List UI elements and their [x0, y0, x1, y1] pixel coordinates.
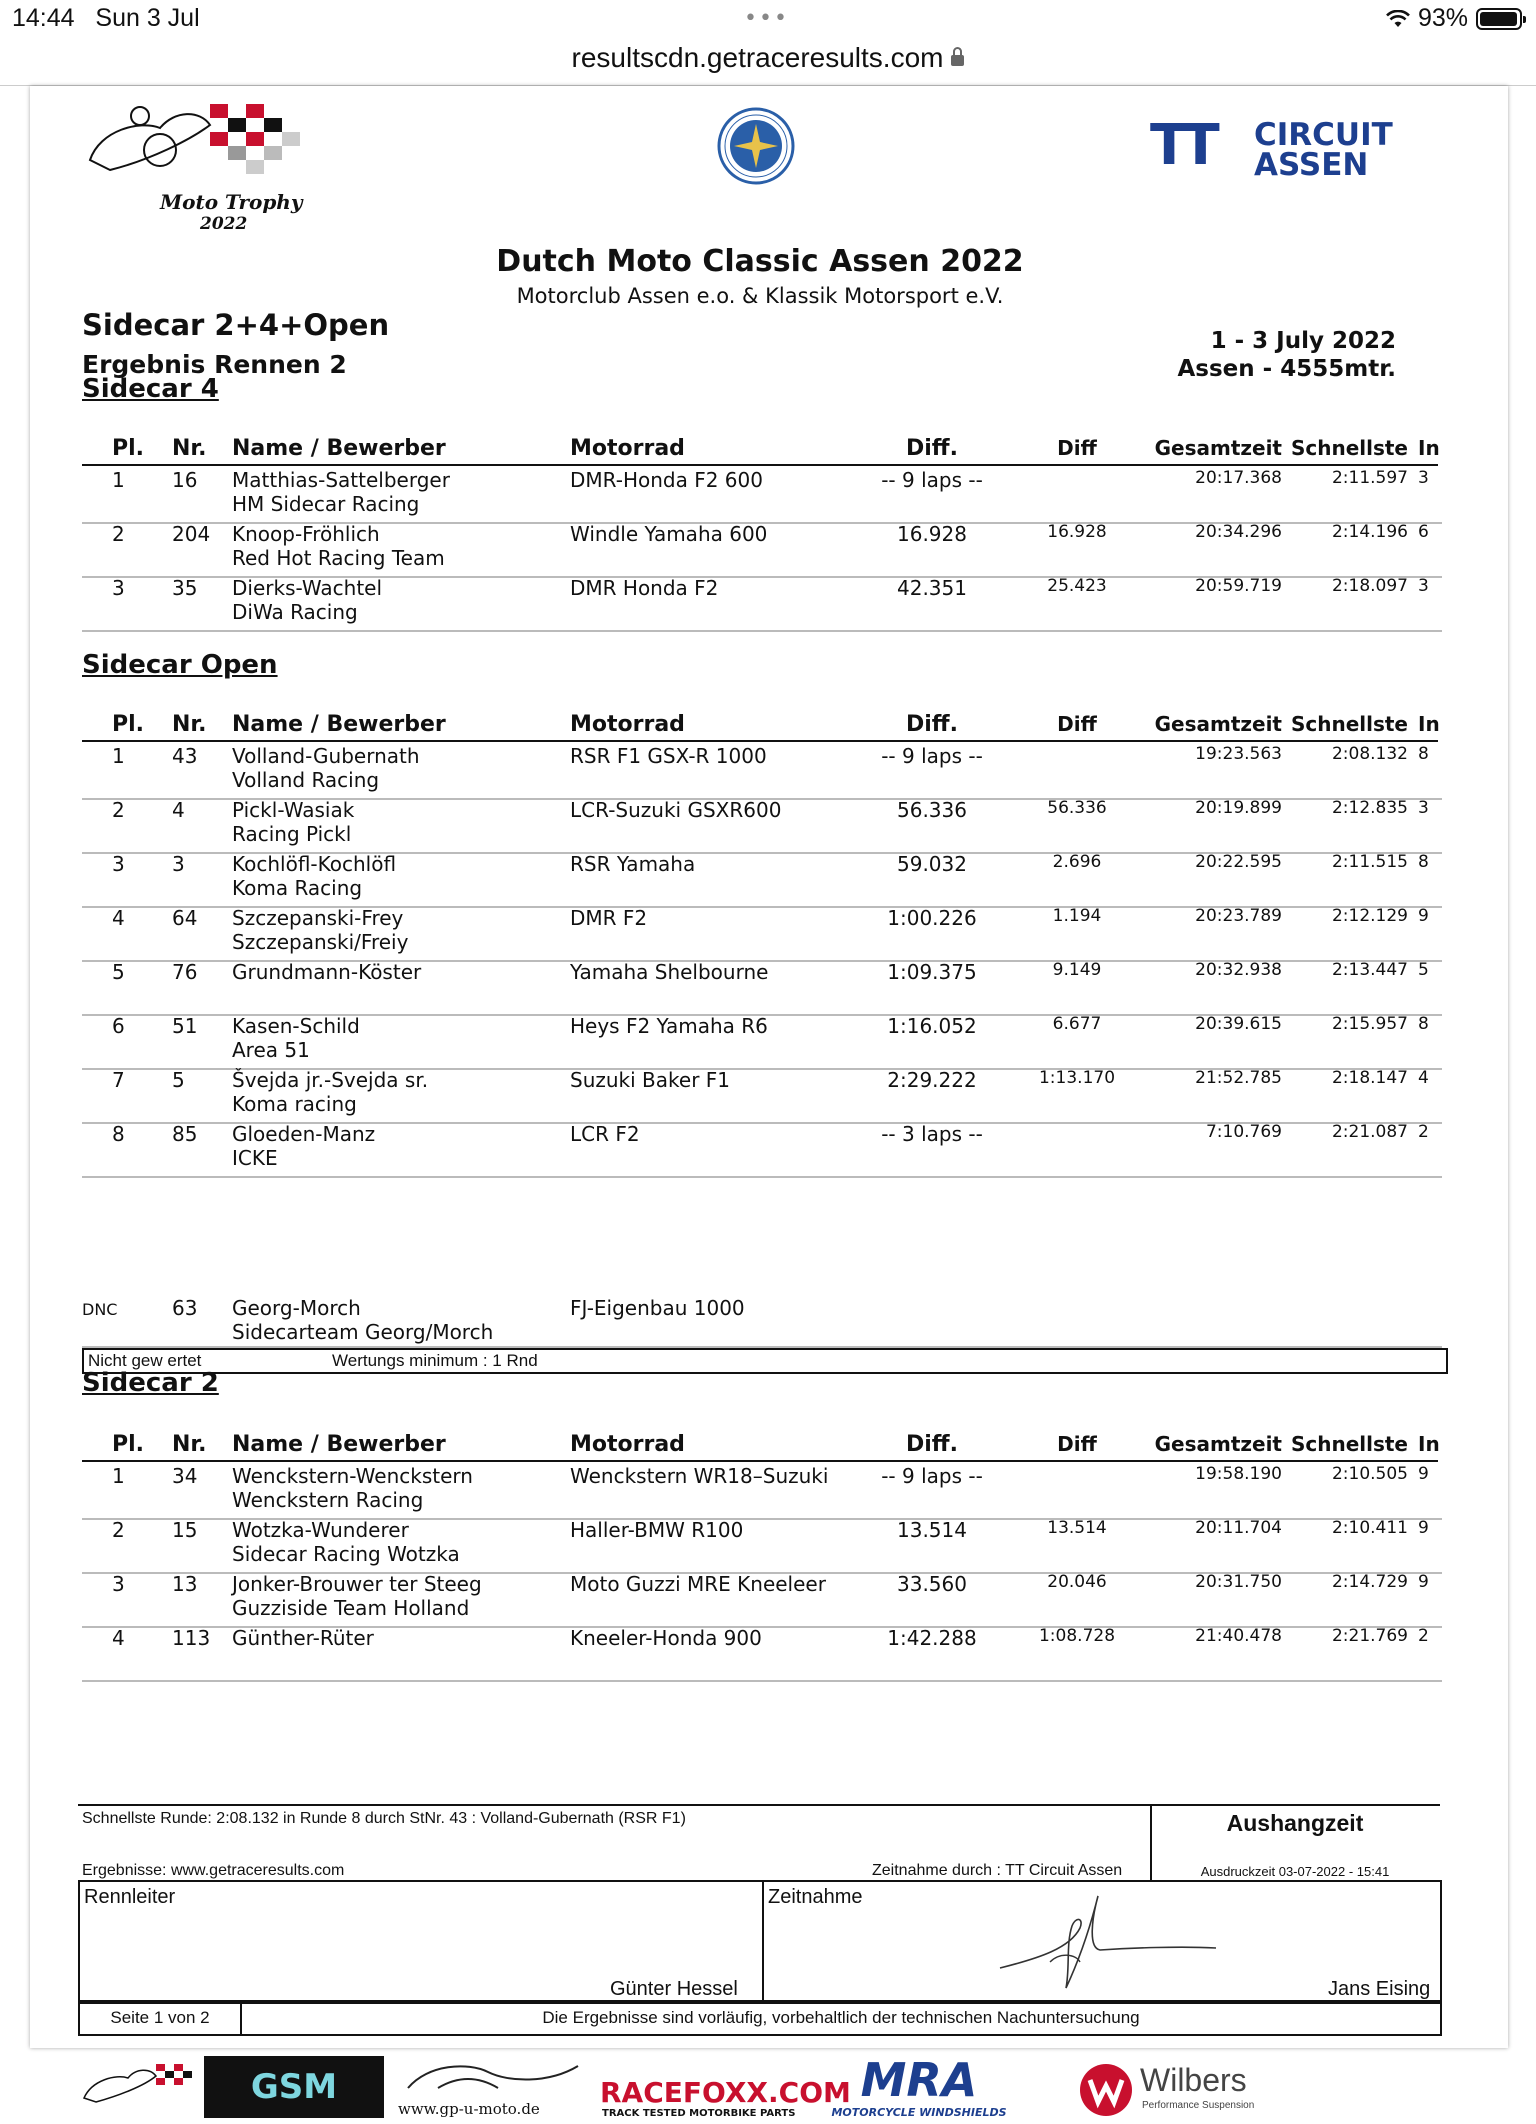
- cell-in: 2: [1418, 1626, 1429, 1646]
- table-row[interactable]: [82, 1122, 1442, 1178]
- cell-moto: Suzuki Baker F1: [570, 1068, 730, 1092]
- cell-nr: 15: [172, 1518, 198, 1542]
- cell-ges: 19:23.563: [1195, 744, 1282, 764]
- cell-ges: 20:34.296: [1195, 522, 1282, 542]
- cell-moto: FJ-Eigenbau 1000: [570, 1296, 745, 1320]
- print-time: Ausdruckzeit 03-07-2022 - 15:41: [1200, 1864, 1390, 1879]
- timing-by: Zeitnahme durch : TT Circuit Assen: [872, 1862, 1123, 1879]
- cell-sch: 2:21.087: [1331, 1122, 1408, 1142]
- cell-in: 3: [1418, 468, 1429, 488]
- wilbers-logo: Wilbers: [1140, 2062, 1247, 2098]
- column-header-moto: Motorrad: [570, 712, 685, 737]
- cell-diff: 13.514: [897, 1518, 967, 1542]
- moto-trophy-small-logo: [78, 2058, 198, 2118]
- cell-ges: 20:39.615: [1195, 1014, 1282, 1034]
- status-time: 14:44 Sun 3 Jul: [12, 4, 200, 32]
- column-header-ges: Gesamtzeit: [1154, 436, 1282, 460]
- cell-ges: 7:10.769: [1205, 1122, 1282, 1142]
- cell-sch: 2:11.597: [1331, 468, 1408, 488]
- cell-in: 3: [1418, 798, 1429, 818]
- tt-monogram: TT: [1150, 113, 1212, 178]
- cell-nr: 64: [172, 906, 198, 930]
- column-header-in: In: [1418, 712, 1440, 736]
- moto-trophy-text: Moto Trophy: [160, 190, 303, 214]
- signature-box: [78, 1880, 1442, 2004]
- cell-diff: -- 9 laps --: [881, 744, 983, 768]
- cell-sch: 2:13.447: [1331, 960, 1408, 980]
- column-header-name: Name / Bewerber: [232, 1432, 446, 1457]
- cell-ges: 20:23.789: [1195, 906, 1282, 926]
- cell-pl: 7: [112, 1068, 125, 1092]
- wilbers-tagline: Performance Suspension: [1142, 2100, 1255, 2111]
- cell-diff: 59.032: [897, 852, 967, 876]
- cell-name: Volland-Gubernath: [232, 744, 420, 768]
- cell-moto: DMR Honda F2: [570, 576, 719, 600]
- rennleiter-name: Günter Hessel: [610, 1978, 738, 2000]
- cell-name: Georg-Morch: [232, 1296, 361, 1320]
- cell-diff: -- 9 laps --: [881, 1464, 983, 1488]
- column-header-diff2: Diff: [1057, 1432, 1097, 1456]
- cell-sch: 2:21.769: [1331, 1626, 1408, 1646]
- cell-pl: 1: [112, 468, 125, 492]
- cell-sch: 2:18.097: [1331, 576, 1408, 596]
- cell-diff: -- 9 laps --: [881, 468, 983, 492]
- cell-moto: DMR-Honda F2 600: [570, 468, 763, 492]
- cell-team: Guzziside Team Holland: [232, 1596, 470, 1620]
- cell-diff2: 9.149: [1052, 960, 1102, 980]
- cell-name: Dierks-Wachtel: [232, 576, 383, 600]
- cell-pl: 5: [112, 960, 125, 984]
- cell-diff2: 6.677: [1052, 1014, 1102, 1034]
- table-row[interactable]: [82, 1626, 1442, 1682]
- cell-ges: 20:19.899: [1195, 798, 1282, 818]
- table-row[interactable]: [82, 522, 1442, 578]
- cell-moto: Wenckstern WR18–Suzuki: [570, 1464, 829, 1488]
- cell-nr: 35: [172, 576, 198, 600]
- cell-diff: 33.560: [897, 1572, 967, 1596]
- cell-in: 4: [1418, 1068, 1429, 1088]
- cell-team: Area 51: [232, 1038, 310, 1062]
- cell-diff: 42.351: [897, 576, 967, 600]
- column-header-diff: Diff.: [906, 436, 958, 461]
- not-rated-box: [82, 1348, 1448, 1374]
- column-header-name: Name / Bewerber: [232, 436, 446, 461]
- motorclub-seal-icon: [716, 106, 796, 186]
- assen-text: ASSEN: [1254, 147, 1369, 183]
- cell-name: Gloeden-Manz: [232, 1122, 376, 1146]
- cell-sch: 2:14.729: [1331, 1572, 1408, 1592]
- cell-nr: 3: [172, 852, 185, 876]
- cell-diff2: 1:08.728: [1038, 1626, 1116, 1646]
- cell-nr: 113: [172, 1626, 211, 1650]
- column-header-nr: Nr.: [172, 712, 207, 737]
- cell-ges: 19:58.190: [1195, 1464, 1282, 1484]
- zeitnahme-name: Jans Eising: [1328, 1978, 1431, 2000]
- cell-moto: Kneeler-Honda 900: [570, 1626, 762, 1650]
- cell-diff: 2:29.222: [887, 1068, 977, 1092]
- column-header-diff2: Diff: [1057, 436, 1097, 460]
- multitask-dots[interactable]: •••: [744, 6, 789, 31]
- cell-moto: Heys F2 Yamaha R6: [570, 1014, 768, 1038]
- cell-diff2: 16.928: [1047, 522, 1107, 542]
- cell-in: 9: [1418, 1518, 1429, 1538]
- event-subtitle: Motorclub Assen e.o. & Klassik Motorsport e.V.: [516, 284, 1004, 308]
- cell-in: 8: [1418, 744, 1429, 764]
- cell-diff2: 56.336: [1047, 798, 1107, 818]
- column-header-moto: Motorrad: [570, 436, 685, 461]
- racefoxx-tagline: TRACK TESTED MOTORBIKE PARTS: [602, 2108, 796, 2119]
- table-row[interactable]: [82, 960, 1442, 1016]
- cell-team: Koma Racing: [232, 876, 363, 900]
- cell-diff: 1:00.226: [887, 906, 977, 930]
- cell-team: Koma racing: [232, 1092, 357, 1116]
- cell-sch: 2:15.957: [1331, 1014, 1408, 1034]
- column-header-ges: Gesamtzeit: [1154, 1432, 1282, 1456]
- wifi-icon: [1386, 10, 1410, 28]
- cell-pl: 4: [112, 906, 125, 930]
- cell-pl: 6: [112, 1014, 125, 1038]
- column-header-pl: Pl.: [112, 436, 145, 461]
- cell-pl: 1: [112, 744, 125, 768]
- cell-ges: 21:52.785: [1195, 1068, 1282, 1088]
- cell-pl: 3: [112, 852, 125, 876]
- cell-diff2: 13.514: [1047, 1518, 1107, 1538]
- battery-icon: [1476, 8, 1522, 30]
- cell-pl: 2: [112, 1518, 125, 1542]
- zeitnahme-label: Zeitnahme: [768, 1886, 863, 1908]
- cell-name: Grundmann-Köster: [232, 960, 422, 984]
- cell-diff: 1:16.052: [887, 1014, 977, 1038]
- column-header-diff: Diff.: [906, 712, 958, 737]
- column-header-diff: Diff.: [906, 1432, 958, 1457]
- page-number: Seite 1 von 2: [110, 2008, 210, 2027]
- section-title: Sidecar 4: [82, 374, 219, 404]
- circuit-text: CIRCUIT: [1254, 117, 1393, 153]
- not-rated-label: Nicht gew ertet: [88, 1351, 202, 1370]
- cell-nr: 204: [172, 522, 211, 546]
- cell-diff2: 1:13.170: [1038, 1068, 1116, 1088]
- table-row[interactable]: [82, 1014, 1442, 1070]
- cell-ges: 20:11.704: [1195, 1518, 1282, 1538]
- gsm-logo: GSM: [204, 2056, 384, 2118]
- cell-moto: Moto Guzzi MRE Kneeleer: [570, 1572, 826, 1596]
- section-title: Sidecar 2: [82, 1368, 219, 1398]
- event-title: Dutch Moto Classic Assen 2022: [496, 244, 1024, 279]
- cell-in: 5: [1418, 960, 1429, 980]
- cell-team: Volland Racing: [232, 768, 380, 792]
- cell-team: Sidecarteam Georg/Morch: [232, 1320, 494, 1344]
- cell-in: 9: [1418, 1464, 1429, 1484]
- cell-moto: RSR Yamaha: [570, 852, 696, 876]
- url-text[interactable]: resultscdn.getraceresults.com: [571, 42, 944, 73]
- page-footer: [78, 2000, 1442, 2036]
- cell-in: 9: [1418, 1572, 1429, 1592]
- table-row[interactable]: [82, 1068, 1442, 1124]
- cell-team: Racing Pickl: [232, 822, 352, 846]
- results-site: Ergebnisse: www.getraceresults.com: [82, 1862, 345, 1879]
- cell-name: Kasen-Schild: [232, 1014, 360, 1038]
- column-header-sch: Schnellste: [1290, 1432, 1408, 1456]
- cell-moto: LCR-Suzuki GSXR600: [570, 798, 782, 822]
- cell-name: Kochlöfl-Kochlöfl: [232, 852, 397, 876]
- cell-sch: 2:12.129: [1331, 906, 1408, 926]
- cell-moto: LCR F2: [570, 1122, 640, 1146]
- cell-in: 9: [1418, 906, 1429, 926]
- cell-pl: 2: [112, 798, 125, 822]
- cell-nr: 51: [172, 1014, 198, 1038]
- cell-diff2: 2.696: [1052, 852, 1102, 872]
- cell-team: Szczepanski/Freiy: [232, 930, 409, 954]
- cell-team: HM Sidecar Racing: [232, 492, 420, 516]
- cell-nr: 16: [172, 468, 198, 492]
- cell-nr: 13: [172, 1572, 198, 1596]
- fastest-lap: Schnellste Runde: 2:08.132 in Runde 8 durch StNr. 43 : Volland-Gubernath (RSR F1): [82, 1810, 686, 1827]
- cell-ges: 20:59.719: [1195, 576, 1282, 596]
- cell-pl: 2: [112, 522, 125, 546]
- cell-sch: 2:12.835: [1331, 798, 1408, 818]
- racefoxx-logo: RACEFOXX.COM: [600, 2076, 851, 2109]
- aushang-title: Aushangzeit: [1226, 1810, 1364, 1836]
- cell-diff: 56.336: [897, 798, 967, 822]
- cell-sch: 2:10.411: [1331, 1518, 1408, 1538]
- table-row[interactable]: [82, 468, 1442, 524]
- cell-moto: Windle Yamaha 600: [570, 522, 768, 546]
- cell-pl: 8: [112, 1122, 125, 1146]
- table-row[interactable]: [82, 798, 1442, 854]
- cell-name: Wotzka-Wunderer: [232, 1518, 409, 1542]
- class-title: Sidecar 2+4+Open: [82, 308, 390, 342]
- column-header-pl: Pl.: [112, 712, 145, 737]
- address-bar[interactable]: [0, 40, 1536, 86]
- cell-name: Jonker-Brouwer ter Steeg: [232, 1572, 482, 1596]
- disclaimer: Die Ergebnisse sind vorläufig, vorbehaltlich der technischen Nachuntersuchung: [542, 2008, 1140, 2027]
- cell-team: ICKE: [232, 1146, 278, 1170]
- moto-trophy-year: 2022: [200, 214, 248, 234]
- table-row[interactable]: [82, 906, 1442, 962]
- cell-name: Pickl-Wasiak: [232, 798, 355, 822]
- cell-nr: 5: [172, 1068, 185, 1092]
- table-header: [82, 1432, 1438, 1462]
- cell-team: Wenckstern Racing: [232, 1488, 424, 1512]
- rennleiter-label: Rennleiter: [84, 1886, 176, 1908]
- column-header-diff2: Diff: [1057, 712, 1097, 736]
- cell-ges: 20:22.595: [1195, 852, 1282, 872]
- moto-trophy-logo: [80, 100, 320, 234]
- cell-name: Günther-Rüter: [232, 1626, 374, 1650]
- cell-nr: 34: [172, 1464, 198, 1488]
- column-header-in: In: [1418, 1432, 1440, 1456]
- table-row[interactable]: [82, 1518, 1442, 1574]
- column-header-name: Name / Bewerber: [232, 712, 446, 737]
- cell-sch: 2:11.515: [1331, 852, 1408, 872]
- rating-minimum: Wertungs minimum : 1 Rnd: [332, 1351, 538, 1370]
- column-header-ges: Gesamtzeit: [1154, 712, 1282, 736]
- table-row[interactable]: [82, 576, 1442, 632]
- cell-pl: 1: [112, 1464, 125, 1488]
- cell-in: 6: [1418, 522, 1429, 542]
- cell-diff2: 25.423: [1047, 576, 1107, 596]
- gp-u-moto-graphic: [398, 2058, 588, 2098]
- cell-sch: 2:18.147: [1331, 1068, 1408, 1088]
- cell-ges: 20:17.368: [1195, 468, 1282, 488]
- cell-moto: DMR F2: [570, 906, 648, 930]
- cell-moto: Yamaha Shelbourne: [570, 960, 769, 984]
- column-header-moto: Motorrad: [570, 1432, 685, 1457]
- cell-diff: 1:42.288: [887, 1626, 977, 1650]
- cell-ges: 20:32.938: [1195, 960, 1282, 980]
- table-row[interactable]: [82, 1464, 1442, 1520]
- cell-nr: 4: [172, 798, 185, 822]
- column-header-sch: Schnellste: [1290, 712, 1408, 736]
- cell-name: Matthias-Sattelberger: [232, 468, 450, 492]
- cell-pl: DNC: [82, 1300, 118, 1319]
- dnc-row[interactable]: [82, 1296, 1442, 1348]
- section-title: Sidecar Open: [82, 650, 278, 680]
- cell-sch: 2:10.505: [1331, 1464, 1408, 1484]
- cell-diff2: 1.194: [1052, 906, 1102, 926]
- results-document: [30, 86, 1508, 2119]
- cell-ges: 20:31.750: [1195, 1572, 1282, 1592]
- signature-scribble: [980, 1888, 1220, 1998]
- table-header: [82, 712, 1438, 742]
- wilbers-w-icon: [1078, 2062, 1134, 2118]
- column-header-nr: Nr.: [172, 436, 207, 461]
- table-header: [82, 436, 1438, 466]
- cell-in: 2: [1418, 1122, 1429, 1142]
- cell-name: Wenckstern-Wenckstern: [232, 1464, 473, 1488]
- mra-tagline: MOTORCYCLE WINDSHIELDS: [831, 2106, 1007, 2119]
- column-header-nr: Nr.: [172, 1432, 207, 1457]
- cell-diff2: 20.046: [1047, 1572, 1107, 1592]
- moto-trophy-graphic: [80, 100, 320, 190]
- column-header-in: In: [1418, 436, 1440, 460]
- table-row[interactable]: [82, 1572, 1442, 1628]
- cell-sch: 2:14.196: [1331, 522, 1408, 542]
- cell-team: Red Hot Racing Team: [232, 546, 445, 570]
- cell-team: Sidecar Racing Wotzka: [232, 1542, 460, 1566]
- cell-diff: 1:09.375: [887, 960, 977, 984]
- sponsor-strip: [78, 2054, 1440, 2124]
- cell-diff: -- 3 laps --: [881, 1122, 983, 1146]
- column-header-pl: Pl.: [112, 1432, 145, 1457]
- cell-moto: Haller-BMW R100: [570, 1518, 744, 1542]
- cell-pl: 3: [112, 1572, 125, 1596]
- cell-nr: 63: [172, 1296, 198, 1320]
- event-venue: Assen - 4555mtr.: [1177, 356, 1396, 382]
- cell-team: DiWa Racing: [232, 600, 358, 624]
- cell-ges: 21:40.478: [1195, 1626, 1282, 1646]
- cell-in: 8: [1418, 852, 1429, 872]
- cell-moto: RSR F1 GSX-R 1000: [570, 744, 767, 768]
- cell-pl: 3: [112, 576, 125, 600]
- cell-diff: 16.928: [897, 522, 967, 546]
- cell-pl: 4: [112, 1626, 125, 1650]
- race-title: Ergebnis Rennen 2: [82, 350, 347, 379]
- circuit-assen-logo: [1148, 112, 1393, 192]
- cell-nr: 76: [172, 960, 198, 984]
- cell-name: Švejda jr.-Svejda sr.: [232, 1068, 429, 1092]
- event-date: 1 - 3 July 2022: [1210, 328, 1396, 354]
- lock-icon: [951, 55, 964, 66]
- column-header-sch: Schnellste: [1290, 436, 1408, 460]
- battery-percent: 93%: [1417, 4, 1468, 32]
- table-row[interactable]: [82, 744, 1442, 800]
- cell-name: Szczepanski-Frey: [232, 906, 404, 930]
- status-bar: [0, 0, 1536, 40]
- cell-nr: 85: [172, 1122, 198, 1146]
- gp-u-moto-text: www.gp-u-moto.de: [398, 2100, 540, 2118]
- cell-sch: 2:08.132: [1331, 744, 1408, 764]
- mra-logo: MRA: [860, 2053, 978, 2107]
- cell-in: 3: [1418, 576, 1429, 596]
- footer-info: [78, 1804, 1440, 1882]
- cell-name: Knoop-Fröhlich: [232, 522, 380, 546]
- table-row[interactable]: [82, 852, 1442, 908]
- cell-in: 8: [1418, 1014, 1429, 1034]
- cell-nr: 43: [172, 744, 198, 768]
